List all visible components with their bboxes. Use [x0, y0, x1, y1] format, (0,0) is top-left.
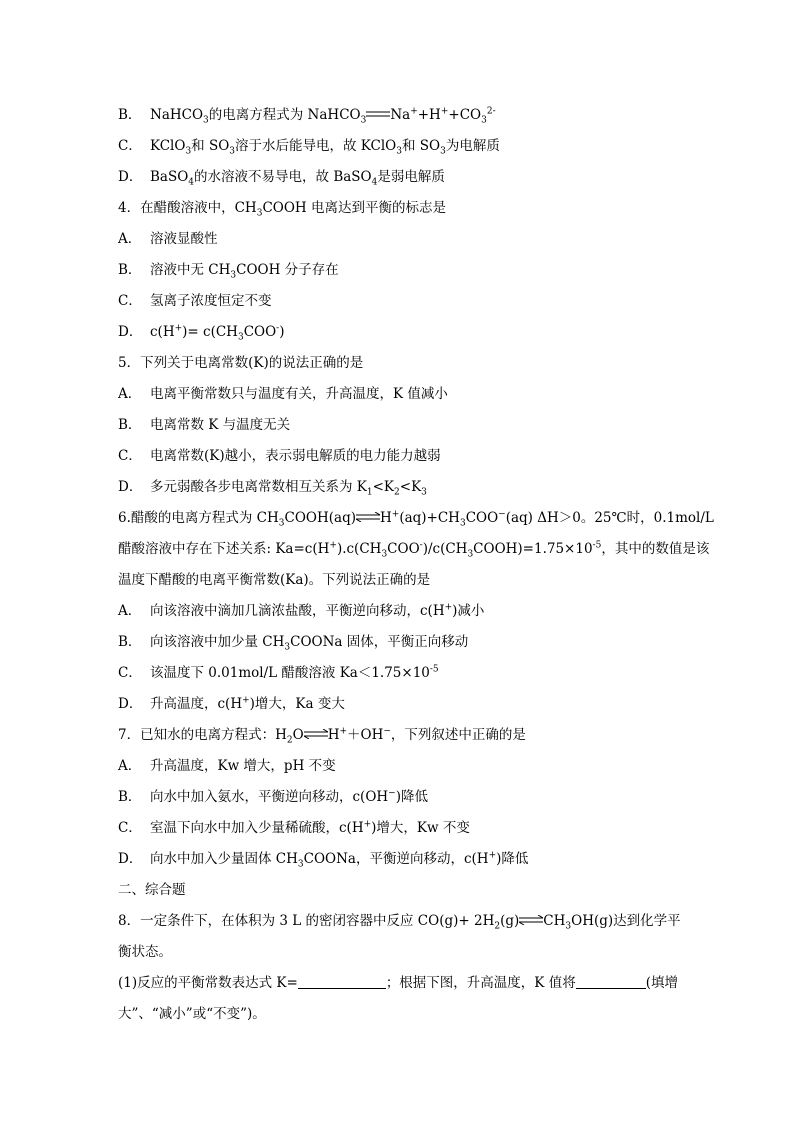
answer-blank[interactable] — [298, 974, 386, 989]
equilibrium-arrow-icon — [519, 915, 543, 925]
section-heading: 二、综合题 — [118, 882, 186, 898]
q7-option-b: B． 向水中加入氨水，平衡逆向移动，c(OH−)降低 — [118, 788, 428, 805]
q6-option-d: D． 升高温度，c(H+)增大，Ka 变大 — [118, 695, 345, 712]
q5-option-d: D． 多元弱酸各步电离常数相互关系为 $K_1<K_2<K_3$ — [118, 479, 427, 498]
q8-stem-line-1: 8．一定条件下，在体积为 3 L 的密闭容器中反应 $CO(g)+ 2H_2(g)$ $CH_3OH(g)$达到化学平 — [118, 913, 681, 932]
q8-stem-line-2: 衡状态。 — [118, 944, 172, 960]
q6-option-b: B． 向该溶液中加少量 $CH_3COONa$ 固体，平衡正向移动 — [118, 634, 469, 653]
q7-option-a: A． 升高温度，Kw 增大，pH 不变 — [118, 758, 336, 774]
q6-option-a: A． 向该溶液中滴加几滴浓盐酸，平衡逆向移动，c(H+)减小 — [118, 602, 485, 619]
q8-part-1: (1)反应的平衡常数表达式 K= ；根据下图，升高温度，K 值将 (填增 — [118, 975, 678, 991]
q3-option-d: D． BaSO$_4$的水溶液不易导电，故 BaSO$_4$是弱电解质 — [118, 169, 445, 188]
equilibrium-arrow-icon — [304, 729, 328, 739]
q6-stem-line-1: 6.醋酸的电离方程式为 $CH_3COOH(aq)$ $H^+(aq)+CH_3COO^-(aq)$ ΔH＞0。25℃时，0.1mol/L — [118, 509, 714, 529]
q5-stem: 5．下列关于电离常数(K)的说法正确的是 — [118, 355, 364, 371]
answer-blank[interactable] — [576, 974, 646, 989]
option-label: B． — [118, 107, 142, 123]
q6-stem-line-2: 醋酸溶液中存在下述关系: $Ka=c(H^+).c(CH_3COO^-)/c(CH_3COOH)=1.75\times 10^{-5}$，其中的数值是该 — [118, 540, 710, 560]
q4-option-d: D． $c(H^+)= c(CH_3COO^-)$ — [118, 323, 285, 343]
question-content — [118, 100, 714, 1030]
q5-option-a: A． 电离平衡常数只与温度有关，升高温度，K 值减小 — [118, 386, 448, 402]
q4-option-c: C． 氢离子浓度恒定不变 — [118, 293, 272, 309]
q6-stem-line-3: 温度下醋酸的电离平衡常数(Ka)。下列说法正确的是 — [118, 572, 431, 588]
q4-stem: 4．在醋酸溶液中，$CH_3COOH$ 电离达到平衡的标志是 — [118, 200, 446, 219]
q4-option-b: B． 溶液中无 $CH_3COOH$ 分子存在 — [118, 262, 339, 281]
q3-option-b: B． NaHCO$_3$的电离方程式为 NaHCO$_3$ $Na^++H^++CO_3^{2-}$ — [118, 100, 688, 131]
q7-stem: 7．已知水的电离方程式：$H_2O$ H+＋OH−，下列叙述中正确的是 — [118, 726, 526, 746]
equilibrium-arrow-icon — [356, 512, 380, 522]
equals-sign-icon — [366, 109, 390, 119]
q3-option-c: C． KClO$_3$和 $SO_3$溶于水后能导电，故 KClO$_3$和 $SO_3$为电解质 — [118, 138, 500, 157]
q5-option-b: B． 电离常数 K 与温度无关 — [118, 417, 291, 433]
q7-option-d: D． 向水中加入少量固体 $CH_3COONa$，平衡逆向移动，c(H+)降低 — [118, 850, 529, 870]
q8-part-1-cont: 大”、“减小”或“不变”)。 — [118, 1006, 266, 1022]
q7-option-c: C． 室温下向水中加入少量稀硫酸，c(H+)增大，Kw 不变 — [118, 819, 470, 836]
q5-option-c: C． 电离常数(K)越小，表示弱电解质的电力能力越弱 — [118, 448, 441, 464]
q6-option-c: C． 该温度下 0.01mol/L 醋酸溶液 $Ka<1.75\times 10^{-5}$ — [118, 664, 439, 681]
q4-option-a: A． 溶液显酸性 — [118, 231, 218, 247]
